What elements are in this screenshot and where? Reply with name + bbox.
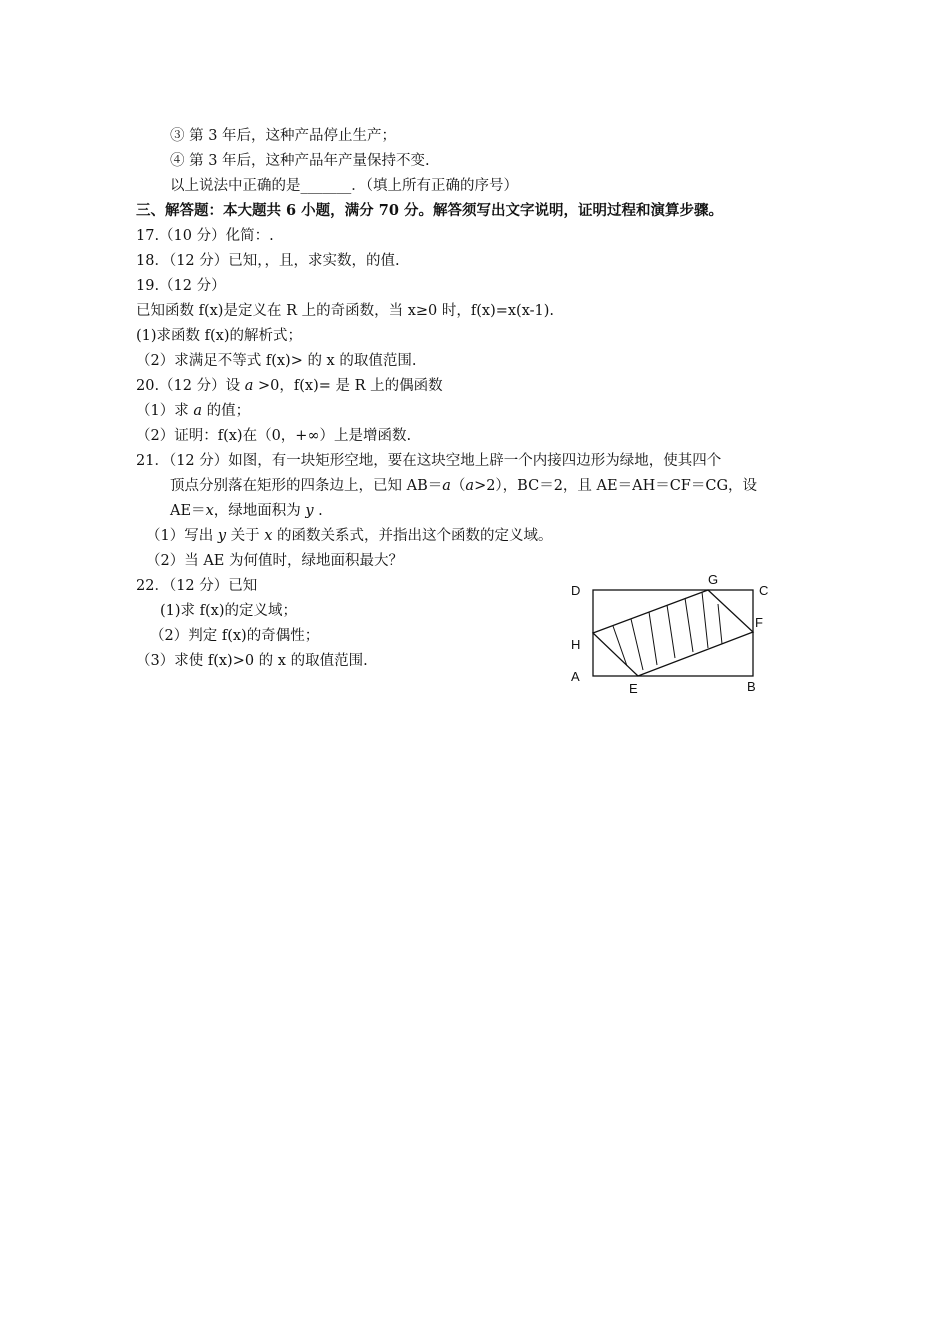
var-x: x (264, 528, 273, 544)
var-y: y (217, 528, 227, 544)
problem-22-part-2: （2）判定 f(x)的奇偶性； (150, 628, 320, 644)
var-y: y (305, 503, 314, 519)
text-segment: . (313, 503, 323, 519)
var-a: a (442, 478, 451, 494)
problem-20-statement (136, 376, 443, 396)
text-segment: >2），BC＝2，且 AE＝AH＝CF＝CG，设 (474, 478, 758, 494)
fill-in-prompt: 以上说法中正确的是_______．（填上所有正确的序号） (170, 178, 518, 194)
problem-21-part-2: （2）当 AE 为何值时，绿地面积最大？ (146, 553, 403, 569)
hatch-line (613, 626, 627, 666)
text-segment: >0，f(x)= 是 R 上的偶函数 (253, 378, 443, 394)
rectangle-figure (565, 568, 775, 700)
item-4: ④ 第 3 年后，这种产品年产量保持不变. (170, 153, 430, 169)
var-a: a (465, 478, 475, 494)
problem-19-part-1: (1)求函数 f(x)的解析式； (136, 328, 303, 344)
problem-21-line-1: 21．（12 分）如图，有一块矩形空地，要在这块空地上辟一个内接四边形为绿地，使其四个 (136, 453, 722, 469)
text-segment: 顶点分别落在矩形的四条边上，已知 AB＝ (170, 478, 443, 494)
inscribed-quadrilateral (593, 590, 753, 676)
hatch-line (718, 604, 722, 644)
hatch-line (685, 598, 693, 652)
text-segment: 的值； (202, 403, 251, 419)
problem-22-part-1: (1)求 f(x)的定义域； (160, 603, 298, 619)
text-segment: AE＝ (170, 503, 206, 519)
problem-20-part-2: （2）证明：f(x)在（0，+∞）上是增函数. (136, 428, 412, 444)
label-E: E (629, 681, 638, 696)
var-a: a (193, 403, 202, 419)
hatch-line (631, 619, 643, 670)
problem-19-part-2: （2）求满足不等式 f(x)> 的 x 的取值范围. (136, 353, 417, 369)
problem-20-part-1 (136, 401, 250, 421)
hatch-line (649, 612, 657, 665)
problem-21-line-3 (170, 501, 323, 521)
label-G: G (708, 572, 719, 587)
problem-18: 18．（12 分）已知，，且，求实数，的值. (136, 253, 400, 269)
problem-21-part-1 (146, 526, 553, 546)
problem-17: 17.（10 分）化简：. (136, 228, 274, 244)
text-segment: 关于 (226, 528, 265, 544)
text-segment: （1）写出 (146, 528, 218, 544)
label-D: D (571, 583, 581, 598)
label-A: A (571, 669, 580, 684)
problem-19-header: 19.（12 分） (136, 278, 226, 294)
text-segment: ，绿地面积为 (213, 503, 306, 519)
item-3: ③ 第 3 年后，这种产品停止生产； (170, 128, 397, 144)
var-a: a (244, 378, 254, 394)
problem-22-statement: 22．（12 分）已知 (136, 578, 258, 594)
text-segment: 的函数关系式，并指出这个函数的定义域。 (272, 528, 553, 544)
text-segment: 20.（12 分）设 (136, 378, 245, 394)
label-B: B (747, 679, 756, 694)
label-F: F (755, 615, 763, 630)
section-heading: 三、解答题：本大题共 6 小题，满分 70 分。解答须写出文字说明，证明过程和演算步骤。 (136, 202, 723, 219)
problem-21-line-2 (170, 476, 757, 496)
hatch-lines (613, 592, 722, 670)
text-segment: （ (450, 478, 466, 494)
var-x: x (205, 503, 214, 519)
label-H: H (571, 637, 581, 652)
problem-22-part-3: （3）求使 f(x)>0 的 x 的取值范围. (136, 653, 368, 669)
label-C: C (759, 583, 769, 598)
hatch-line (702, 592, 708, 648)
problem-19-statement: 已知函数 f(x)是定义在 R 上的奇函数，当 x≥0 时，f(x)=x(x-1). (136, 303, 555, 319)
hatch-line (667, 605, 675, 658)
text-segment: （1）求 (136, 403, 194, 419)
